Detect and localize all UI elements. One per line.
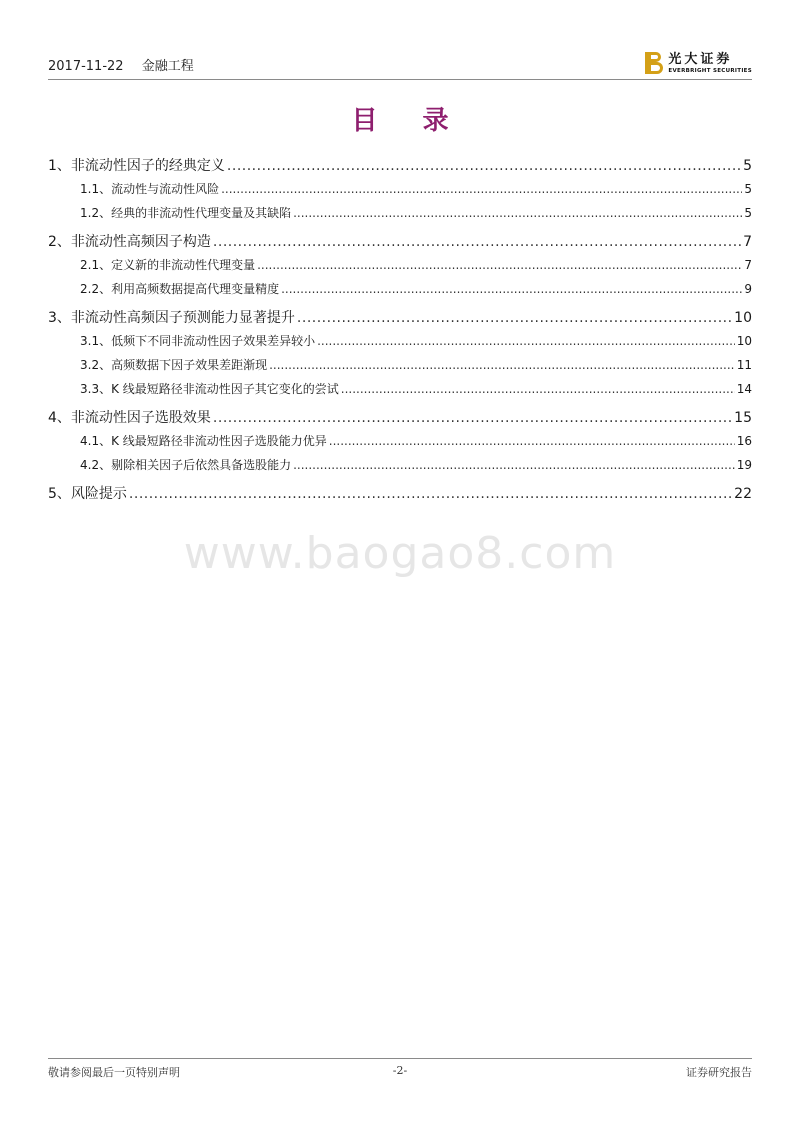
toc-subsection-entry[interactable] [48,280,752,304]
company-logo [645,50,752,76]
toc-entry-page: 7 [743,234,752,250]
toc-entry-number: 2.2、 [80,282,112,296]
toc-entry-page: 16 [736,434,752,448]
toc-subsection-entry[interactable] [48,356,752,380]
toc-subsection-entry[interactable] [48,380,752,404]
toc-leader-dots [269,358,735,372]
toc-entry-label: 流动性与流动性风险 [111,182,220,196]
toc-entry-label: 低频下不同非流动性因子效果差异较小 [111,334,316,348]
toc-entry-number: 3、 [48,310,71,326]
toc-title: 目 录 [351,106,467,136]
toc-entry-page: 9 [744,282,752,296]
toc-leader-dots [227,158,741,174]
logo-name-en: EVERBRIGHT SECURITIES [668,67,752,74]
page-header [48,48,752,80]
toc-entry-label: 风险提示 [70,486,127,502]
toc-entry-label: 高频数据下因子效果差距渐现 [111,358,268,372]
toc-entry-number: 3.2、 [80,358,112,372]
toc-entry-number: 2、 [48,234,71,250]
toc-entry-page: 19 [736,458,752,472]
toc-section-entry[interactable] [48,483,752,508]
header-meta [48,55,208,74]
toc-entry-label: 非流动性因子的经典定义 [70,158,225,174]
toc-entry-label: 非流动性因子选股效果 [70,410,211,426]
toc-subsection-entry[interactable] [48,180,752,204]
toc-entry-number: 2.1、 [80,258,112,272]
toc-section-entry[interactable] [48,407,752,432]
toc-entry-label: 非流动性高频因子构造 [70,234,211,250]
toc-entry-number: 3.1、 [80,334,112,348]
toc-leader-dots [213,234,741,250]
page-footer [48,1058,752,1078]
toc-leader-dots [213,410,732,426]
toc-leader-dots [293,206,742,220]
logo-name-cn: 光大证券 [668,51,733,67]
toc-entry-label: K 线最短路径非流动性因子其它变化的尝试 [111,382,339,396]
report-date: 2017-11-22 [48,59,124,74]
toc-entry-number: 1、 [48,158,71,174]
toc-entry-number: 4.2、 [80,458,112,472]
toc-leader-dots [257,258,742,272]
toc-entry-number: 5、 [48,486,71,502]
toc-subsection-entry[interactable] [48,256,752,280]
toc-entry-page: 7 [744,258,752,272]
toc-entry-number: 1.2、 [80,206,112,220]
toc-section-entry[interactable] [48,307,752,332]
toc-entry-page: 14 [736,382,752,396]
logo-b-icon [645,52,663,74]
toc-subsection-entry[interactable] [48,332,752,356]
toc-entry-label: 非流动性高频因子预测能力显著提升 [70,310,295,326]
toc-entry-page: 11 [736,358,752,372]
toc-leader-dots [221,182,742,196]
toc-entry-page: 15 [734,410,752,426]
toc-leader-dots [341,382,735,396]
toc-leader-dots [281,282,742,296]
toc-entry-page: 5 [744,182,752,196]
watermark: www.baogao8.com [183,528,617,579]
toc-entry-page: 22 [734,486,752,502]
toc-leader-dots [317,334,735,348]
toc-entry-label: 经典的非流动性代理变量及其缺陷 [111,206,292,220]
toc-leader-dots [129,486,732,502]
report-category: 金融工程 [141,59,194,74]
toc-section-entry[interactable] [48,155,752,180]
toc-leader-dots [329,434,735,448]
page-number: -2- [392,1064,408,1077]
toc-leader-dots [297,310,732,326]
toc-entry-page: 5 [743,158,752,174]
toc-entry-page: 10 [734,310,752,326]
toc-entry-label: K 线最短路径非流动性因子选股能力优异 [111,434,327,448]
toc-entry-page: 5 [744,206,752,220]
toc-section-entry[interactable] [48,231,752,256]
toc-subsection-entry[interactable] [48,456,752,480]
toc-entry-label: 利用高频数据提高代理变量精度 [111,282,280,296]
toc-entry-label: 剔除相关因子后依然具备选股能力 [111,458,292,472]
toc-entry-number: 1.1、 [80,182,112,196]
toc-leader-dots [293,458,735,472]
toc-entry-number: 4.1、 [80,434,112,448]
toc-entry-number: 4、 [48,410,71,426]
toc-entry-page: 10 [736,334,752,348]
report-type: 证券研究报告 [686,1066,752,1079]
toc-entry-label: 定义新的非流动性代理变量 [111,258,256,272]
toc-subsection-entry[interactable] [48,432,752,456]
toc-entry-number: 3.3、 [80,382,112,396]
disclaimer-note: 敬请参阅最后一页特别声明 [48,1066,180,1079]
table-of-contents [48,152,752,508]
toc-subsection-entry[interactable] [48,204,752,228]
